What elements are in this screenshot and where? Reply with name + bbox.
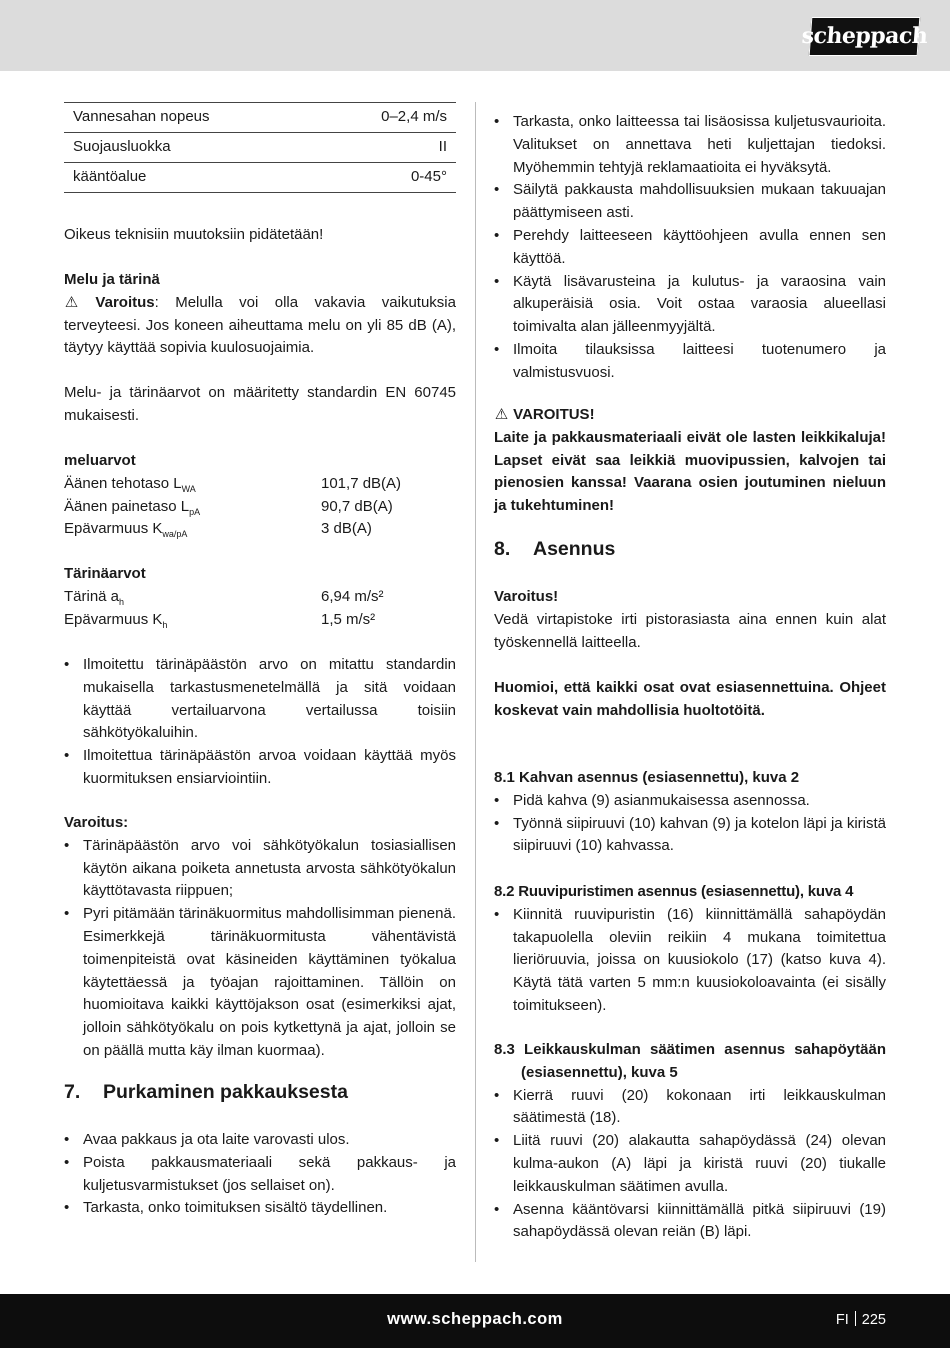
warning-triangle-icon: ⚠ — [64, 293, 79, 311]
list-item: • Säilytä pakkausta mahdollisuuksien mukaan takuuajan päättymiseen asti. — [494, 179, 886, 225]
vibration-value: 1,5 m/s² — [321, 610, 376, 628]
assembly-warning — [494, 586, 886, 654]
list-item: • Avaa pakkaus ja ota laite varovasti ulos. — [64, 1129, 456, 1152]
vibration-heading: Tärinäarvot — [64, 565, 146, 582]
list-item: • Ilmoitettua tärinäpäästön arvoa voidaan käyttää myös kuormituksen ensiarviointiin. — [64, 745, 456, 791]
noise-warning-text: : Melulla voi olla vakavia vaikutuksia terveyteesi. Jos koneen aiheuttama melu on yli 85 dB (A), täytyy käyttää sopivia kuulosuojaimia. — [64, 293, 456, 357]
noise-value: 90,7 dB(A) — [321, 497, 393, 515]
warning-heading: Varoitus: — [64, 814, 129, 831]
list-item: • Käytä lisävarusteina ja kulutus- ja varaosina vain alkuperäisiä osia. Voit ostaa varaosia alueellasi toimivalta alan jälleenmyyjältä. — [494, 271, 886, 339]
page-number — [836, 1309, 886, 1332]
spec-label: kääntöalue — [64, 163, 318, 193]
vibration-value: 6,94 m/s² — [321, 587, 384, 605]
list-item: • Liitä ruuvi (20) alakautta sahapöydässä (24) olevan kulma-aukon (A) läpi ja kiristä ruuvi (20) tiukalle leikkauskulman säätimen avulla. — [494, 1130, 886, 1198]
subsection-heading: 8.3 Leikkauskulman säätimen asennus sahapöytään (esiasennettu), kuva 5 — [494, 1041, 886, 1081]
reserve-note: Oikeus teknisiin muutoksiin pidätetään! — [64, 226, 324, 243]
standard-note: Melu- ja tärinäarvot on määritetty standardin EN 60745 mukaisesti. — [64, 384, 456, 424]
warning-triangle-icon: ⚠ — [494, 406, 509, 423]
assembly-warning-heading: Varoitus! — [494, 588, 559, 605]
vibration-values — [64, 563, 456, 631]
list-item: • Ilmoitettu tärinäpäästön arvo on mitattu standardin mukaisella tarkastusmenetelmällä ja sitä voidaan käyttää vertailuarvona vertailussa toisiin sähkötyökaluihin. — [64, 654, 456, 745]
spec-value: 0-45° — [318, 163, 456, 193]
vibration-value-label: Epävarmuus K — [64, 610, 163, 628]
warning-section — [64, 812, 456, 1063]
noise-value-row — [64, 473, 456, 496]
section-number: 7. — [64, 1081, 81, 1103]
noise-values — [64, 450, 456, 541]
assembly-warning-text: Vedä virtapistoke irti pistorasiasta aina ennen kuin alat työskennellä laitteella. — [494, 610, 886, 651]
spec-table — [64, 102, 456, 193]
subsection-heading: 8.1 Kahvan asennus (esiasennettu), kuva 2 — [494, 769, 800, 786]
vibration-value-label: Tärinä a — [64, 587, 120, 605]
unpack-list — [64, 1129, 456, 1220]
section-7-heading — [64, 1081, 456, 1104]
noise-values-heading: meluarvot — [64, 452, 136, 469]
subsection-heading: 8.2 Ruuvipuristimen asennus (esiasennettu), kuva 4 — [494, 883, 854, 900]
list-item: • Tarkasta, onko toimituksen sisältö täydellinen. — [64, 1197, 456, 1220]
preassembled-note: Huomioi, että kaikki osat ovat esiasennettuina. Ohjeet koskevat vain mahdollisia huoltotöitä. — [494, 679, 886, 719]
separator — [855, 1311, 856, 1326]
noise-value-sub: WA — [181, 483, 196, 494]
noise-value-label: Äänen painetaso L — [64, 497, 190, 515]
noise-value-sub: wa/pA — [162, 529, 188, 540]
info-list — [64, 654, 456, 791]
footer-url[interactable]: www.scheppach.com — [387, 1310, 563, 1328]
footer-bar — [0, 1294, 950, 1348]
check-list — [494, 111, 886, 385]
list-item: • Pidä kahva (9) asianmukaisessa asennossa. — [494, 790, 886, 813]
noise-warning-label: Varoitus — [95, 293, 155, 311]
noise-value: 3 dB(A) — [321, 520, 372, 538]
noise-value-row — [64, 496, 456, 519]
vibration-value-row — [64, 586, 456, 609]
page-number-value: 225 — [861, 1312, 886, 1328]
table-row — [64, 103, 456, 133]
spec-label: Suojausluokka — [64, 133, 318, 163]
list-item: • Asenna kääntövarsi kiinnittämällä pitkä siipiruuvi (19) sahapöydässä olevan reiän (B) läpi. — [494, 1199, 886, 1245]
noise-warning — [64, 292, 456, 360]
section-title: Purkaminen pakkauksesta — [103, 1081, 348, 1103]
list-item: • Pyri pitämään tärinäkuormitus mahdollisimman pienenä. Esimerkkejä tärinäkuormitusta vähentävistä toimenpiteistä ovat käsineiden käyttäminen työkalua käytettäessä ja työajan rajoittaminen. Tällöin on huomioitava kaikki käyttöjakson osat (esimerkiksi ajat, jolloin sähkötyökalu on pois kytkettynä ja ajat, jolloin se on päällä mutta käy ilman kuormaa). — [64, 903, 456, 1063]
list-item: • Tärinäpäästön arvo voi sähkötyökalun tosiasiallisen käytön aikana poiketa annetusta arvosta sähkötyökalun käyttötavasta riippuen; — [64, 835, 456, 903]
list-item: • Perehdy laitteeseen käyttöohjeen avulla ennen sen käyttöä. — [494, 225, 886, 271]
spec-value: II — [318, 133, 456, 163]
list-item: • Kierrä ruuvi (20) kokonaan irti leikkauskulman säätimestä (18). — [494, 1085, 886, 1131]
table-row — [64, 163, 456, 193]
list-item: • Ilmoita tilauksissa laitteesi tuotenumero ja valmistusvuosi. — [494, 339, 886, 385]
table-row — [64, 133, 456, 163]
caution-heading — [494, 404, 886, 427]
spec-value: 0–2,4 m/s — [318, 103, 456, 133]
caution-block — [494, 404, 886, 518]
section-8-1 — [494, 767, 886, 858]
noise-value-sub: pA — [189, 506, 201, 517]
noise-value-label: Äänen tehotaso L — [64, 474, 182, 492]
caution-heading-text: VAROITUS! — [513, 406, 595, 423]
vibration-value-sub: h — [119, 596, 125, 607]
spec-label: Vannesahan nopeus — [64, 103, 318, 133]
list-item: • Työnnä siipiruuvi (10) kahvan (9) ja kotelon läpi ja kiristä siipiruuvi (10) kahvassa. — [494, 813, 886, 859]
section-title: Asennus — [533, 538, 616, 560]
list-item: • Tarkasta, onko laitteessa tai lisäosissa kuljetusvaurioita. Valitukset on annettava heti kuljettajan tiedoksi. Myöhemmin tehtyjä reklamaatioita ei hyväksytä. — [494, 111, 886, 179]
noise-section — [64, 269, 456, 360]
section-8-heading — [494, 538, 886, 561]
section-8-2 — [494, 881, 886, 1018]
list-item: • Kiinnitä ruuvipuristin (16) kiinnittämällä sahapöydän takapuolella oleviin reikiin 4 mukana toimitettua lieriöruuvia, joissa on kuusiokolo (17) (katso kuva 4). Käytä tätä varten 5 mm:n kuusiokoloavainta (ei sisälly toimitukseen). — [494, 904, 886, 1018]
noise-heading: Melu ja tärinä — [64, 271, 160, 288]
noise-value-row — [64, 518, 456, 541]
section-number: 8. — [494, 538, 511, 560]
language-code: FI — [835, 1312, 849, 1328]
vibration-value-row — [64, 609, 456, 632]
noise-value-label: Epävarmuus K — [64, 520, 163, 538]
section-8-3 — [494, 1039, 886, 1244]
vibration-value-sub: h — [162, 619, 168, 630]
list-item: • Poista pakkausmateriaali sekä pakkaus- ja kuljetusvarmistukset (jos sellaiset on). — [64, 1152, 456, 1198]
noise-value: 101,7 dB(A) — [321, 474, 402, 492]
caution-text: Laite ja pakkausmateriaali eivät ole lasten leikkikaluja! Lapset eivät saa leikkiä muovipussien, kalvojen tai pienosien kanssa! Vaarana osien joutuminen nieluun ja tukehtuminen! — [494, 428, 886, 515]
brand-logo: scheppach — [809, 17, 921, 56]
column-divider — [475, 102, 476, 1262]
